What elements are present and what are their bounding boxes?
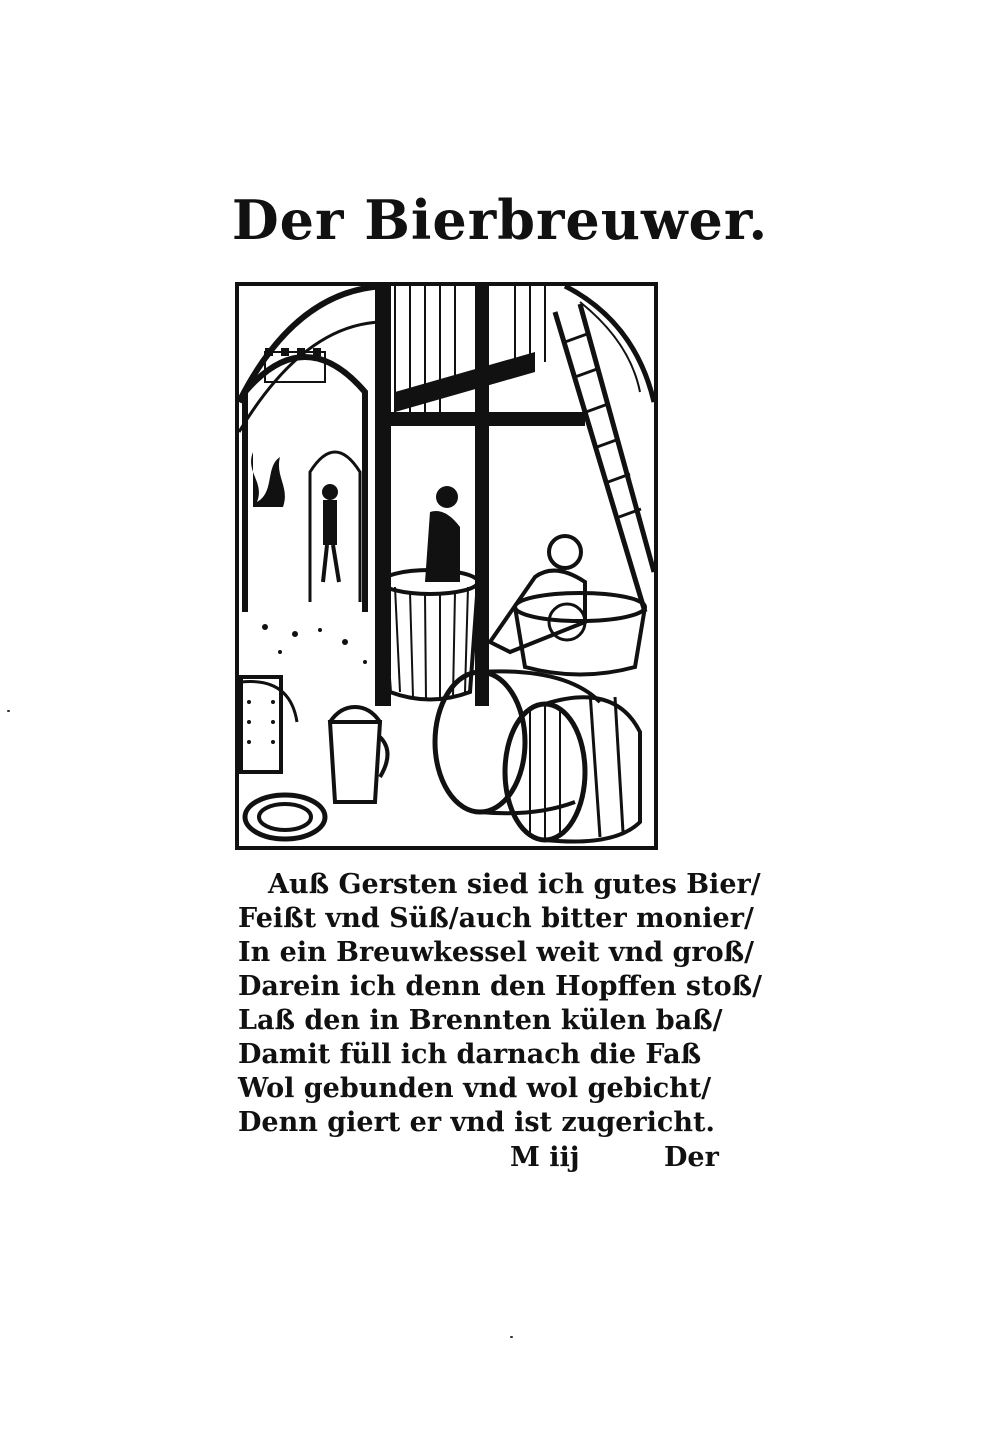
page-speck — [7, 710, 10, 712]
verse — [238, 868, 762, 1140]
catchword: Der — [664, 1142, 719, 1173]
verse-line: Laß den in Brennten külen baß/ — [238, 1005, 723, 1036]
page-speck — [510, 1336, 513, 1338]
signature-mark: M iij — [510, 1142, 580, 1173]
verse-line: Wol gebunden vnd wol gebicht/ — [238, 1073, 712, 1104]
verse-line: Darein ich denn den Hopffen stoß/ — [238, 971, 762, 1002]
page-title: Der Bierbreuwer. — [231, 188, 769, 252]
verse-line: Auß Gersten sied ich gutes Bier/ — [268, 869, 761, 900]
verse-line: Feißt vnd Süß/auch bitter monier/ — [238, 903, 754, 934]
verse-line: Denn giert er vnd ist zugericht. — [238, 1107, 715, 1138]
woodcut-illustration — [235, 282, 658, 850]
verse-line: Damit füll ich darnach die Faß — [238, 1039, 702, 1070]
verse-line: In ein Breuwkessel weit vnd groß/ — [238, 937, 754, 968]
